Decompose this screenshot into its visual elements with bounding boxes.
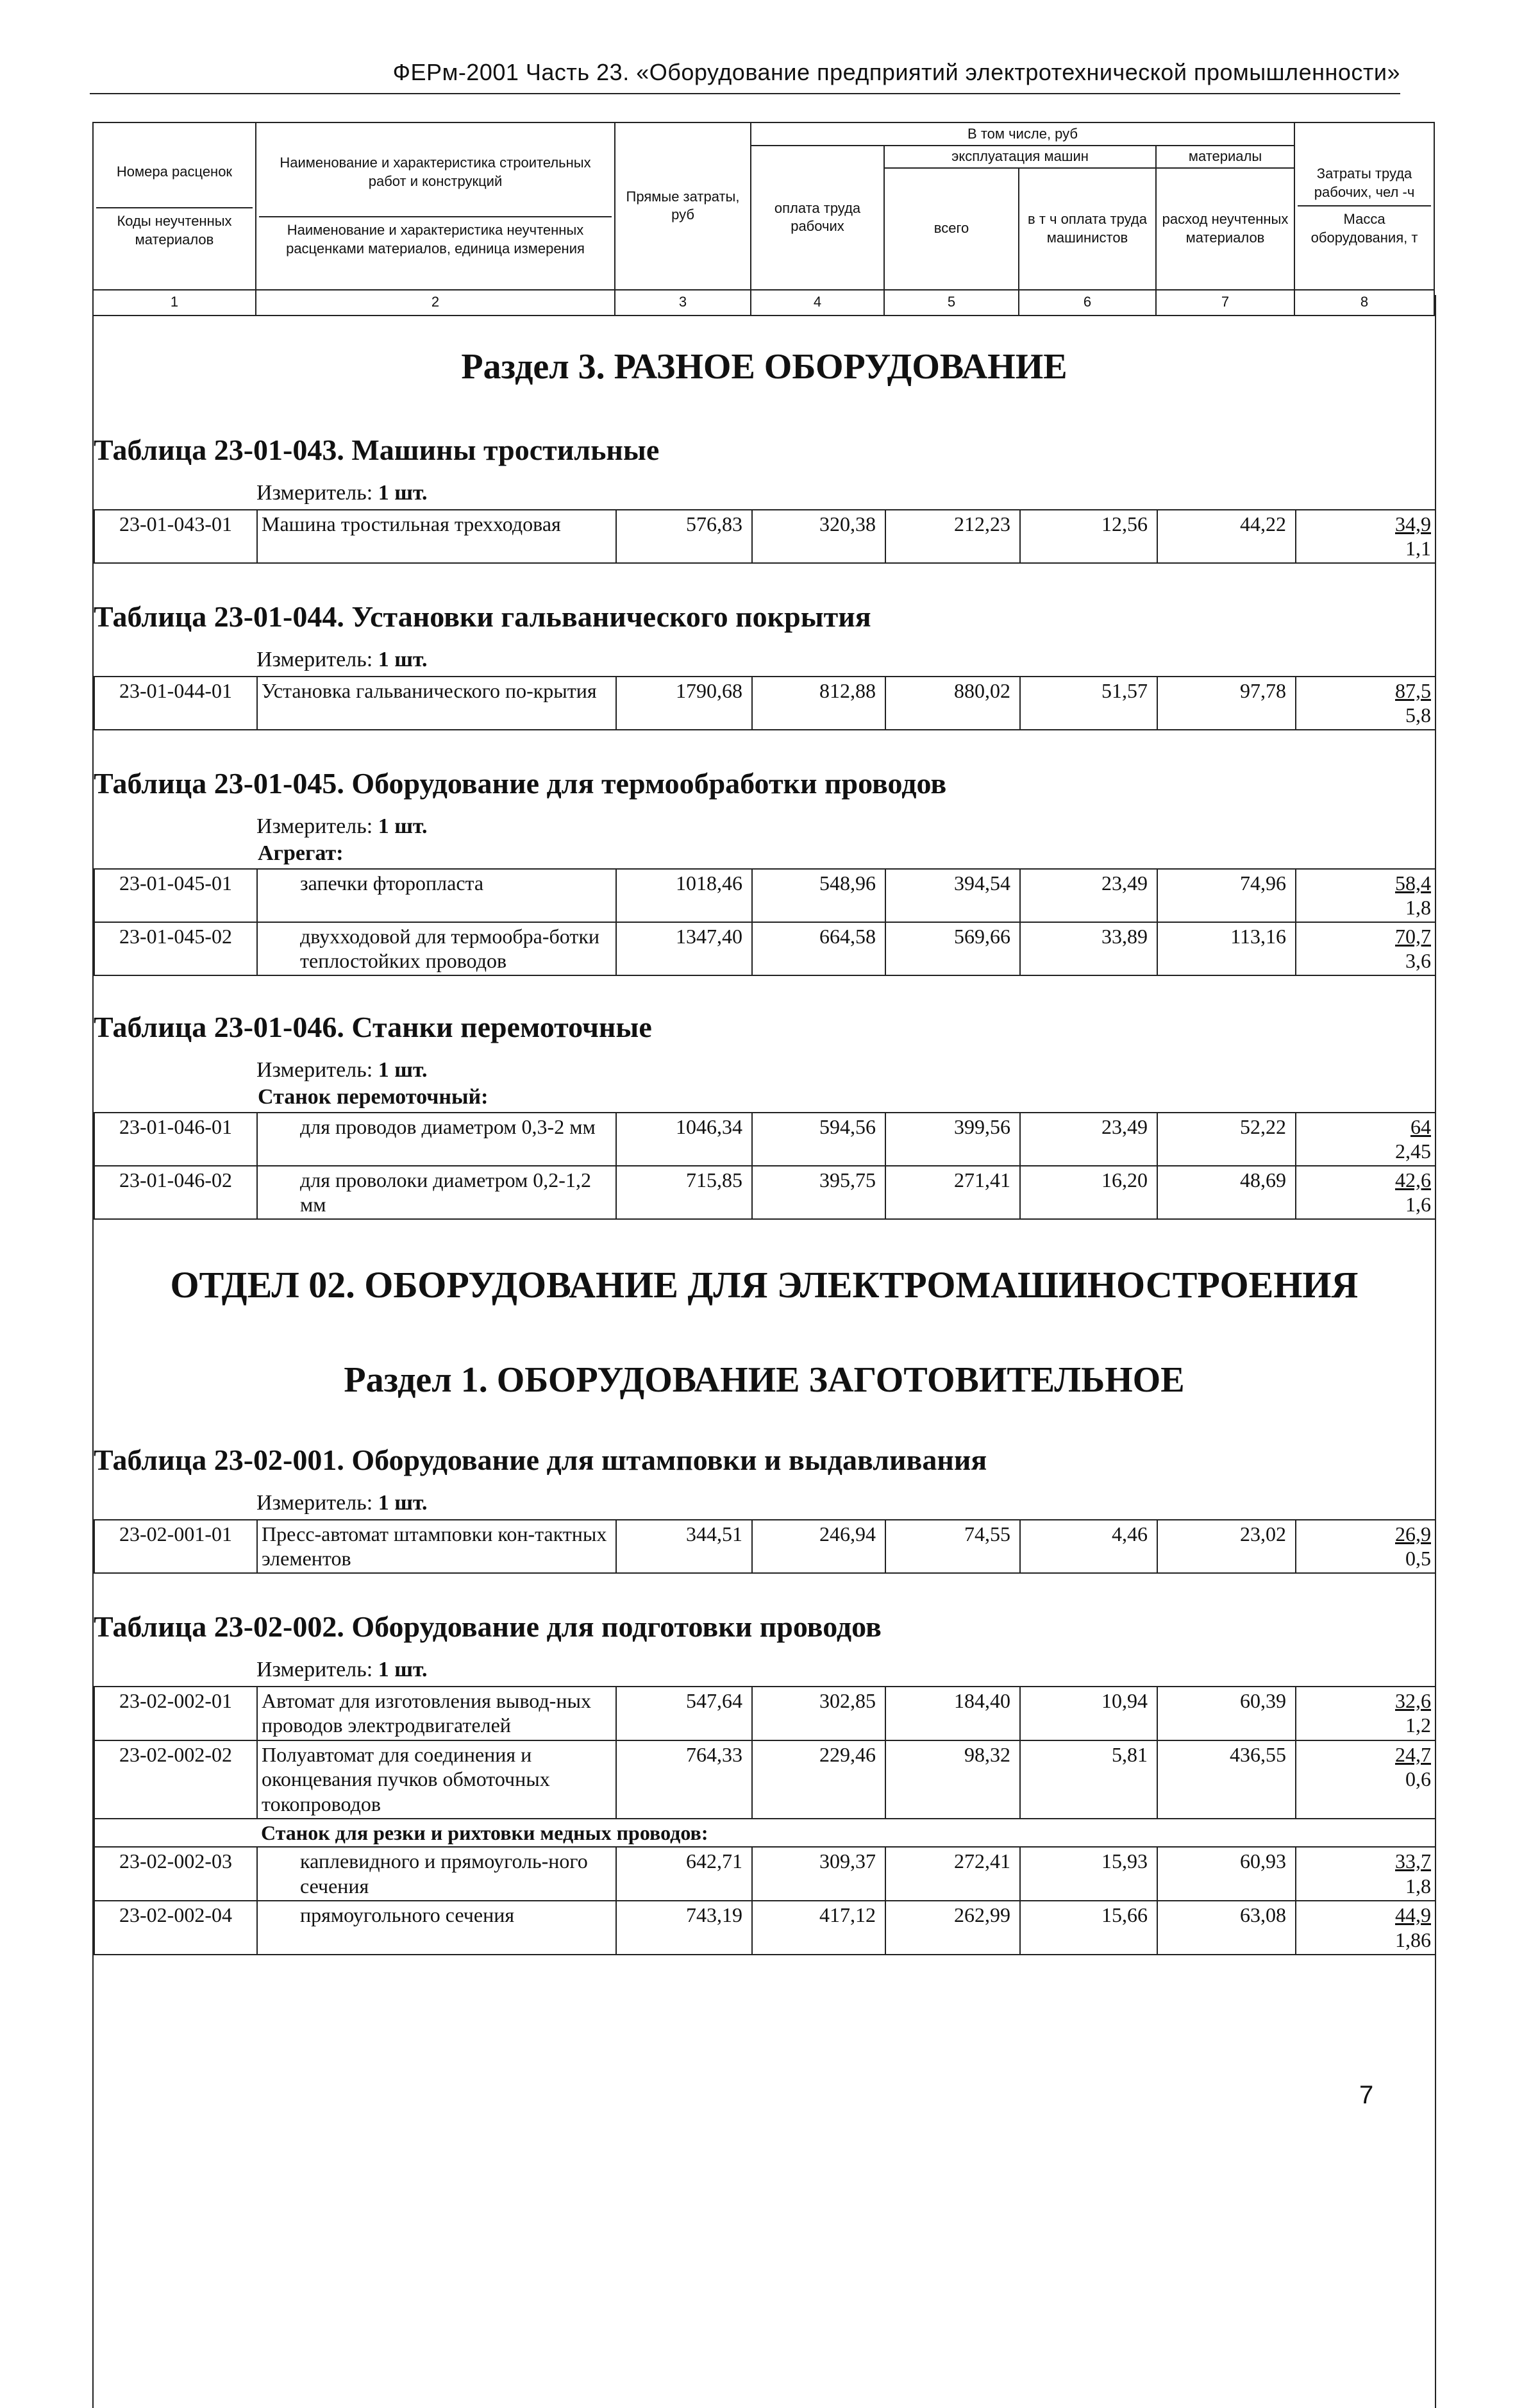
col5-header: всего — [884, 168, 1019, 290]
row-hours: 58,4 — [1395, 871, 1431, 895]
row-name: Установка гальванического по-крытия — [257, 677, 616, 730]
row-materials: 44,22 — [1157, 510, 1296, 563]
table-row — [94, 869, 1435, 922]
section-title: Раздел 3. РАЗНОЕ ОБОРУДОВАНИЕ — [461, 347, 1067, 387]
data-table — [94, 868, 1436, 976]
section-title: Раздел 1. ОБОРУДОВАНИЕ ЗАГОТОВИТЕЛЬНОЕ — [344, 1360, 1185, 1400]
row-name: Автомат для изготовления вывод-ных проводов электродвигателей — [257, 1687, 616, 1740]
col8-bottom: Масса оборудования, т — [1298, 205, 1431, 247]
row-materials: 113,16 — [1157, 922, 1296, 975]
row-code: 23-01-045-02 — [94, 922, 257, 975]
data-table — [94, 1112, 1436, 1220]
row-materials: 23,02 — [1157, 1520, 1296, 1573]
row-name: Пресс-автомат штамповки кон-тактных элементов — [257, 1520, 616, 1573]
data-table — [94, 1686, 1436, 1955]
row-labor: 309,37 — [752, 1847, 885, 1901]
row-operators: 23,49 — [1020, 1113, 1157, 1166]
row-name — [257, 1166, 616, 1219]
col-number: 6 — [1019, 290, 1156, 316]
measure-value: 1 шт. — [378, 481, 428, 505]
row-mass: 0,6 — [1405, 1767, 1431, 1791]
measure-value: 1 шт. — [378, 814, 428, 838]
row-mass: 0,5 — [1405, 1547, 1431, 1570]
group-row — [94, 1819, 1435, 1847]
row-name-text: каплевидного и прямоуголь-ного сечения — [300, 1849, 588, 1898]
row-operators: 5,81 — [1020, 1740, 1157, 1819]
row-code: 23-02-001-01 — [94, 1520, 257, 1573]
row-machines: 394,54 — [885, 869, 1020, 922]
group-label: Агрегат: — [258, 841, 344, 865]
group-label: Станок перемоточный: — [258, 1085, 489, 1109]
row-code: 23-02-002-02 — [94, 1740, 257, 1819]
row-name: Полуавтомат для соединения и оконцевания пучков обмоточных токопроводов — [257, 1740, 616, 1819]
row-name: Машина тростильная трехходовая — [257, 510, 616, 563]
row-labor: 812,88 — [752, 677, 885, 730]
table-title: Таблица 23-02-001. Оборудование для штамповки и выдавливания — [94, 1444, 987, 1476]
row-code: 23-01-043-01 — [94, 510, 257, 563]
row-operators: 10,94 — [1020, 1687, 1157, 1740]
row-machines: 399,56 — [885, 1113, 1020, 1166]
row-operators: 15,66 — [1020, 1901, 1157, 1955]
row-machines: 98,32 — [885, 1740, 1020, 1819]
table-row — [94, 1520, 1435, 1573]
row-machines: 262,99 — [885, 1901, 1020, 1955]
col4-header: оплата труда рабочих — [751, 146, 884, 290]
row-direct: 547,64 — [616, 1687, 752, 1740]
page-number: 7 — [1359, 2081, 1374, 2109]
row-code: 23-01-044-01 — [94, 677, 257, 730]
row-materials: 48,69 — [1157, 1166, 1296, 1219]
row-hours: 26,9 — [1395, 1522, 1431, 1545]
col1-header — [93, 122, 256, 290]
row-operators: 23,49 — [1020, 869, 1157, 922]
col2-top: Наименование и характеристика строительных работ и конструкций — [280, 155, 591, 189]
row-labor: 320,38 — [752, 510, 885, 563]
row-name-text: для проводов диаметром 0,3-2 мм — [300, 1115, 596, 1138]
measure-label: Измеритель: — [256, 481, 373, 505]
row-hours-mass — [1296, 1520, 1435, 1573]
table-row — [94, 922, 1435, 975]
row-name — [257, 1847, 616, 1901]
col-number: 1 — [93, 290, 256, 316]
row-labor: 594,56 — [752, 1113, 885, 1166]
measure — [256, 814, 428, 839]
row-machines: 74,55 — [885, 1520, 1020, 1573]
row-code: 23-02-002-01 — [94, 1687, 257, 1740]
content-frame — [92, 295, 1436, 2408]
row-code: 23-01-046-02 — [94, 1166, 257, 1219]
row-direct: 743,19 — [616, 1901, 752, 1955]
row-labor: 417,12 — [752, 1901, 885, 1955]
row-direct: 715,85 — [616, 1166, 752, 1219]
table-row — [94, 1113, 1435, 1166]
measure-label: Измеритель: — [256, 648, 373, 671]
row-name-text: для проволоки диаметром 0,2-1,2 мм — [300, 1168, 591, 1217]
row-hours-mass — [1296, 869, 1435, 922]
column-header-table — [92, 122, 1435, 316]
data-table — [94, 509, 1436, 564]
row-mass: 1,2 — [1405, 1713, 1431, 1737]
col-number: 4 — [751, 290, 884, 316]
table-row — [94, 677, 1435, 730]
table-row — [94, 1687, 1435, 1740]
row-labor: 246,94 — [752, 1520, 885, 1573]
row-mass: 1,86 — [1395, 1928, 1431, 1951]
measure — [256, 1658, 428, 1682]
machines-header: эксплуатация машин — [884, 146, 1156, 168]
row-hours: 42,6 — [1395, 1168, 1431, 1191]
data-table — [94, 676, 1436, 730]
row-materials: 63,08 — [1157, 1901, 1296, 1955]
table-title: Таблица 23-01-043. Машины тростильные — [94, 434, 660, 466]
group-spacer — [94, 1819, 257, 1847]
group-label: Станок для резки и рихтовки медных проводов: — [257, 1819, 1435, 1847]
row-materials: 60,93 — [1157, 1847, 1296, 1901]
row-direct: 642,71 — [616, 1847, 752, 1901]
row-machines: 272,41 — [885, 1847, 1020, 1901]
col-number: 3 — [615, 290, 751, 316]
row-code: 23-01-046-01 — [94, 1113, 257, 1166]
row-mass: 1,6 — [1405, 1193, 1431, 1217]
row-hours-mass — [1296, 1740, 1435, 1819]
row-materials: 60,39 — [1157, 1687, 1296, 1740]
table-row — [94, 1740, 1435, 1819]
row-name — [257, 1113, 616, 1166]
row-labor: 664,58 — [752, 922, 885, 975]
table-row — [94, 510, 1435, 563]
row-direct: 1790,68 — [616, 677, 752, 730]
row-hours: 32,6 — [1395, 1689, 1431, 1712]
table-title: Таблица 23-02-002. Оборудование для подготовки проводов — [94, 1610, 882, 1643]
col8-top: Затраты труда рабочих, чел -ч — [1314, 165, 1415, 200]
row-operators: 15,93 — [1020, 1847, 1157, 1901]
measure — [256, 1058, 428, 1082]
row-materials: 74,96 — [1157, 869, 1296, 922]
row-direct: 764,33 — [616, 1740, 752, 1819]
col1-bottom: Коды неучтенных материалов — [96, 207, 253, 249]
row-direct: 344,51 — [616, 1520, 752, 1573]
col-number: 8 — [1294, 290, 1434, 316]
row-mass: 3,6 — [1405, 949, 1431, 973]
row-code: 23-02-002-03 — [94, 1847, 257, 1901]
row-materials: 436,55 — [1157, 1740, 1296, 1819]
table-row — [94, 1901, 1435, 1955]
row-name-text: двухходовой для термообра-ботки теплостойких проводов — [300, 924, 600, 973]
row-mass: 1,8 — [1405, 896, 1431, 920]
table-row — [94, 1847, 1435, 1901]
row-mass: 1,1 — [1405, 537, 1431, 560]
row-materials: 97,78 — [1157, 677, 1296, 730]
col6-header: в т ч оплата труда машинистов — [1019, 168, 1156, 290]
col-number: 5 — [884, 290, 1019, 316]
table-row — [94, 1166, 1435, 1219]
measure-value: 1 шт. — [378, 1658, 428, 1681]
row-hours-mass — [1296, 510, 1435, 563]
row-machines: 184,40 — [885, 1687, 1020, 1740]
row-hours: 87,5 — [1395, 679, 1431, 702]
row-machines: 880,02 — [885, 677, 1020, 730]
measure — [256, 481, 428, 505]
table-title: Таблица 23-01-045. Оборудование для термообработки проводов — [94, 767, 947, 800]
row-mass: 2,45 — [1395, 1140, 1431, 1163]
col1-top: Номера расценок — [116, 164, 233, 180]
col7-header: расход неучтенных материалов — [1156, 168, 1294, 290]
row-hours-mass — [1296, 1901, 1435, 1955]
data-table — [94, 1519, 1436, 1574]
row-materials: 52,22 — [1157, 1113, 1296, 1166]
row-code: 23-02-002-04 — [94, 1901, 257, 1955]
row-direct: 1018,46 — [616, 869, 752, 922]
measure-value: 1 шт. — [378, 648, 428, 671]
col2-header — [256, 122, 615, 290]
col-number: 2 — [256, 290, 615, 316]
row-hours: 70,7 — [1395, 924, 1431, 948]
row-labor: 548,96 — [752, 869, 885, 922]
table-title: Таблица 23-01-046. Станки перемоточные — [94, 1011, 652, 1043]
group-header: В том числе, руб — [751, 122, 1294, 146]
row-machines: 569,66 — [885, 922, 1020, 975]
col-number: 7 — [1156, 290, 1294, 316]
row-hours: 64 — [1410, 1115, 1431, 1138]
row-hours-mass — [1296, 677, 1435, 730]
row-labor: 395,75 — [752, 1166, 885, 1219]
measure-value: 1 шт. — [378, 1491, 428, 1515]
measure-label: Измеритель: — [256, 1491, 373, 1515]
department-title: ОТДЕЛ 02. ОБОРУДОВАНИЕ ДЛЯ ЭЛЕКТРОМАШИНОСТРОЕНИЯ — [170, 1264, 1359, 1306]
row-direct: 1046,34 — [616, 1113, 752, 1166]
measure — [256, 1491, 428, 1515]
row-hours: 24,7 — [1395, 1743, 1431, 1766]
col8-header — [1294, 122, 1434, 290]
row-hours-mass — [1296, 922, 1435, 975]
page-header: ФЕРм-2001 Часть 23. «Оборудование предприятий электротехнической промышленности» — [392, 59, 1400, 85]
row-hours: 44,9 — [1395, 1903, 1431, 1927]
row-direct: 576,83 — [616, 510, 752, 563]
row-labor: 302,85 — [752, 1687, 885, 1740]
row-name — [257, 1901, 616, 1955]
row-hours-mass — [1296, 1166, 1435, 1219]
row-operators: 12,56 — [1020, 510, 1157, 563]
row-machines: 271,41 — [885, 1166, 1020, 1219]
measure — [256, 648, 428, 672]
row-name — [257, 922, 616, 975]
measure-label: Измеритель: — [256, 1658, 373, 1681]
row-mass: 5,8 — [1405, 703, 1431, 727]
row-operators: 51,57 — [1020, 677, 1157, 730]
measure-label: Измеритель: — [256, 1058, 373, 1082]
row-operators: 16,20 — [1020, 1166, 1157, 1219]
header-rule — [90, 93, 1400, 94]
measure-value: 1 шт. — [378, 1058, 428, 1082]
row-hours-mass — [1296, 1687, 1435, 1740]
row-name-text: прямоугольного сечения — [300, 1903, 515, 1927]
row-name-text: запечки фторопласта — [300, 871, 484, 895]
row-operators: 33,89 — [1020, 922, 1157, 975]
table-title: Таблица 23-01-044. Установки гальванического покрытия — [94, 600, 871, 633]
row-hours-mass — [1296, 1847, 1435, 1901]
col2-bottom: Наименование и характеристика неучтенных расценками материалов, единица измерения — [259, 216, 612, 258]
row-hours: 34,9 — [1395, 512, 1431, 535]
row-hours-mass — [1296, 1113, 1435, 1166]
materials-header: материалы — [1156, 146, 1294, 168]
measure-label: Измеритель: — [256, 814, 373, 838]
row-machines: 212,23 — [885, 510, 1020, 563]
row-labor: 229,46 — [752, 1740, 885, 1819]
row-hours: 33,7 — [1395, 1849, 1431, 1873]
col3-header: Прямые затраты, руб — [615, 122, 751, 290]
row-operators: 4,46 — [1020, 1520, 1157, 1573]
row-direct: 1347,40 — [616, 922, 752, 975]
row-mass: 1,8 — [1405, 1874, 1431, 1898]
row-name — [257, 869, 616, 922]
row-code: 23-01-045-01 — [94, 869, 257, 922]
